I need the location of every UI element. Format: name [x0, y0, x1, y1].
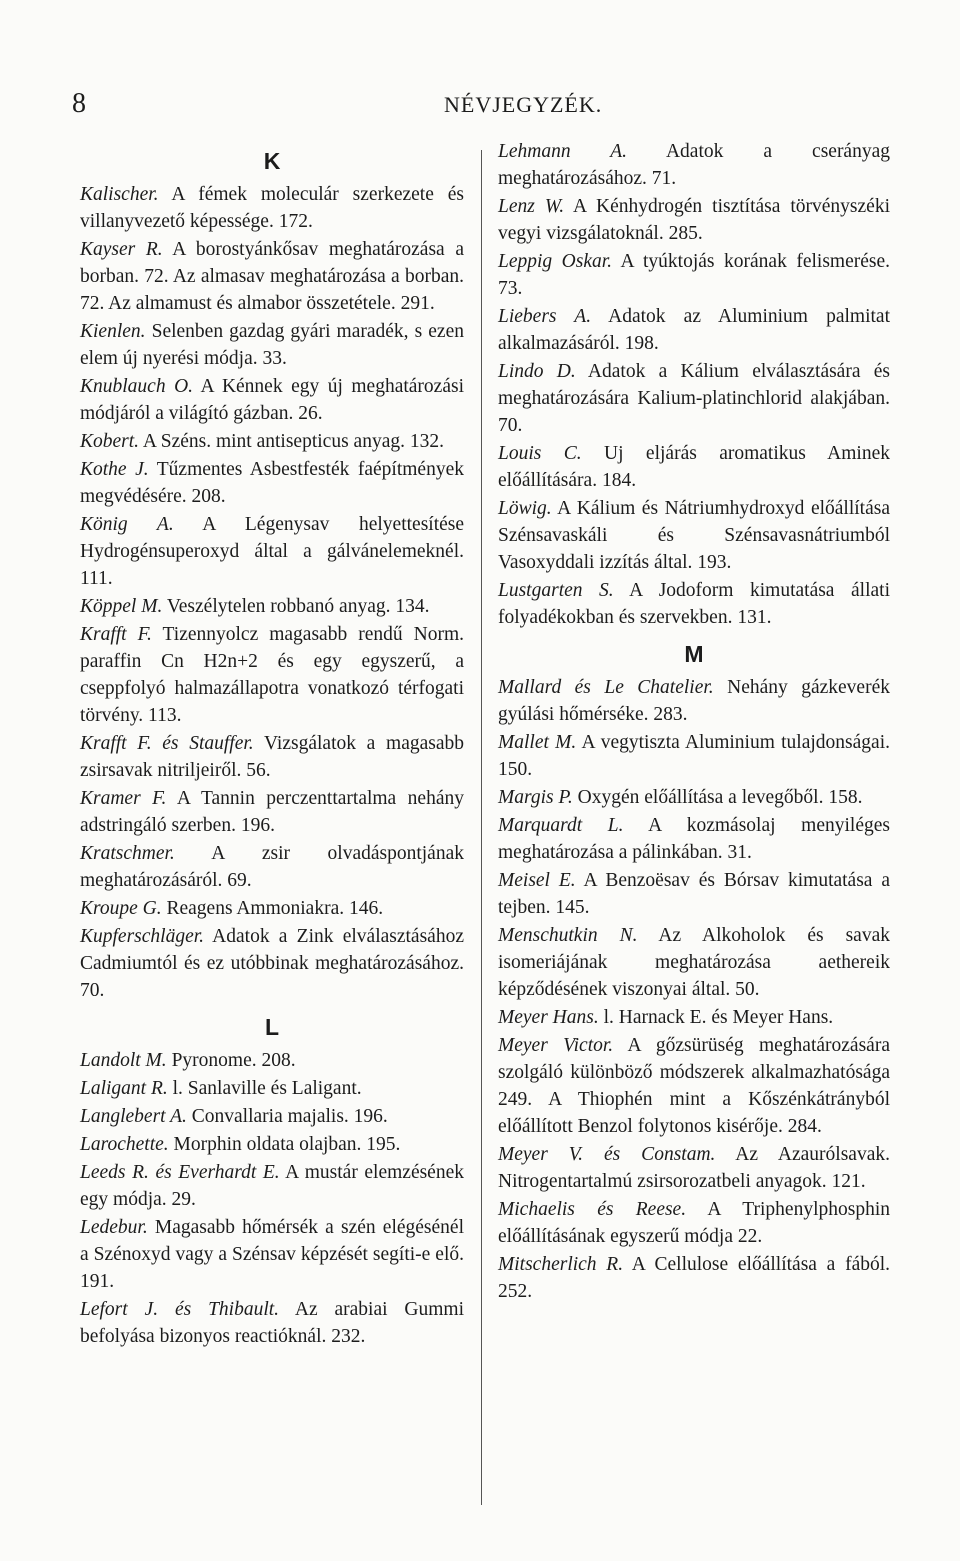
index-entry [498, 495, 890, 576]
index-entry [498, 729, 890, 783]
index-entry [498, 358, 890, 439]
index-entry [80, 236, 464, 317]
index-entry [80, 181, 464, 235]
left-column [80, 138, 464, 1351]
index-entry [80, 895, 464, 922]
index-entry [80, 785, 464, 839]
author-name: Kayser R. [80, 239, 163, 260]
index-entry [80, 1214, 464, 1295]
index-entry [498, 812, 890, 866]
author-name: Kratschmer. [80, 843, 175, 864]
author-name: Knublauch O. [80, 376, 194, 397]
index-entry [498, 193, 890, 247]
author-name: Kroupe G. [80, 898, 162, 919]
author-name: Ledebur. [80, 1217, 148, 1238]
entry-text: A tyúktojás korának felismerése. 73. [498, 251, 890, 299]
entry-text: l. Sanlaville és Laligant. [167, 1078, 362, 1099]
author-name: Meyer Hans. [498, 1007, 599, 1028]
index-entry [80, 1131, 464, 1158]
author-name: Liebers A. [498, 306, 592, 327]
page-header [72, 88, 868, 128]
entry-text: Reagens Ammoniakra. 146. [161, 898, 384, 919]
index-entry [498, 248, 890, 302]
index-entry [80, 318, 464, 372]
author-name: Kalischer. [80, 184, 159, 205]
author-name: Leppig Oskar. [498, 251, 613, 272]
index-entry [498, 1004, 890, 1031]
entry-text: Oxygén előállítása a levegőből. 158. [572, 787, 863, 808]
entry-text: Az arabiai Gummi befolyása bizonyos reactióknál. 232. [80, 1299, 464, 1347]
entry-text: Tizennyolcz magasabb rendű Norm. paraffin Cn H2n+2 és egy egyszerű, a cseppfolyó halmazállapotra vonatkozó térfogati törvény. 113. [80, 624, 464, 726]
index-entry [80, 840, 464, 894]
author-name: Kobert. [80, 431, 140, 452]
section-letter: L [264, 1014, 280, 1040]
entry-text: Nehány gázkeverék gyúlási hőmérséke. 283. [498, 677, 890, 725]
index-entry [498, 1196, 890, 1250]
author-name: Menschutkin N. [498, 925, 638, 946]
index-entry [80, 1296, 464, 1350]
entry-text: A borostyánkősav meghatározása a borban. 72. Az almasav meghatározása a borban. 72. Az almamust és almabor összetétele. 291. [80, 239, 464, 314]
entry-text: A Jodoform kimutatása állati folyadékokban és szervekben. 131. [498, 580, 890, 628]
entry-text: Convallaria majalis. 196. [186, 1106, 388, 1127]
author-name: Lefort J. és Thibault. [80, 1299, 280, 1320]
entry-text: Magasabb hőmérsék a szén elégésénél a Szénoxyd vagy a Szénsav képzését segíti-e elő. 191. [80, 1217, 464, 1292]
entry-text: A fémek moleculár szerkezete és villanyvezető képessége. 172. [80, 184, 464, 232]
entry-text: Tűzmentes Asbestfesték faépítmények megvédésére. 208. [80, 459, 464, 507]
index-entry [498, 784, 890, 811]
right-column [498, 138, 890, 1306]
author-name: König A. [80, 514, 174, 535]
author-name: Mallet M. [498, 732, 577, 753]
index-entry [80, 1159, 464, 1213]
author-name: Lustgarten S. [498, 580, 614, 601]
author-name: Löwig. [498, 498, 552, 519]
index-entry [80, 1103, 464, 1130]
author-name: Leeds R. és Everhardt E. [80, 1162, 280, 1183]
author-name: Meyer V. és Constam. [498, 1144, 716, 1165]
author-name: Meyer Victor. [498, 1035, 614, 1056]
entry-text: l. Harnack E. és Meyer Hans. [598, 1007, 834, 1028]
entry-text: A kozmásolaj menyiléges meghatározása a pálinkában. 31. [498, 815, 890, 863]
author-name: Köppel M. [80, 596, 163, 617]
page-number: 8 [72, 88, 86, 119]
section-letter: K [263, 148, 281, 174]
entry-text: Adatok a Kálium elválasztására és meghatározására Kalium-platinchlorid alakjában. 70. [498, 361, 890, 436]
index-entry [498, 922, 890, 1003]
index-entry [498, 1251, 890, 1305]
author-name: Lenz W. [498, 196, 565, 217]
running-head: NÉVJEGYZÉK. [444, 92, 603, 117]
entry-text: A gőzsürüség meghatározására szolgáló különböző módszerek alkalmazhatósága 249. A Thiophén mint a Kőszénkátrányból előállított Benzol folytonos kisérője. 284. [498, 1035, 890, 1137]
index-entry [498, 440, 890, 494]
entry-text: Adatok a Zink elválasztásához Cadmiumtól és ez utóbbinak meghatározásához. 70. [80, 926, 464, 1001]
entry-text: Az Alkoholok és savak isomeriájának meghatározása aethereik képződésének viszonyai által. 50. [498, 925, 890, 1000]
index-entry [498, 1141, 890, 1195]
index-entry [80, 730, 464, 784]
entry-text: A Tannin perczenttartalma nehány adstringáló szerben. 196. [80, 788, 464, 836]
index-entry [498, 1032, 890, 1140]
entry-text: Adatok a cserányag meghatározásához. 71. [498, 141, 890, 189]
author-name: Kothe J. [80, 459, 149, 480]
index-entry [498, 867, 890, 921]
entry-text: Morphin oldata olajban. 195. [168, 1134, 401, 1155]
entry-text: A Kénnek egy új meghatározási módjáról a világító gázban. 26. [80, 376, 464, 424]
author-name: Louis C. [498, 443, 582, 464]
author-name: Laligant R. [80, 1078, 168, 1099]
column-divider [481, 150, 482, 1505]
author-name: Michaelis és Reese. [498, 1199, 687, 1220]
index-entry [498, 303, 890, 357]
author-name: Landolt M. [80, 1050, 167, 1071]
index-entry [80, 511, 464, 592]
entry-text: A Cellulose előállítása a fából. 252. [498, 1254, 891, 1302]
entry-text: A Kálium és Nátriumhydroxyd előállítása Szénsavaskáli és Szénsavasnátriumból Vasoxyddali izzítás által. 193. [498, 498, 890, 573]
index-entry [80, 373, 464, 427]
index-entry [80, 621, 464, 729]
author-name: Kupferschläger. [80, 926, 205, 947]
author-name: Lehmann A. [498, 141, 628, 162]
index-entry [80, 428, 464, 455]
entry-text: Vizsgálatok a magasabb zsirsavak nitriljeiről. 56. [80, 733, 464, 781]
index-entry [80, 593, 464, 620]
author-name: Meisel E. [498, 870, 576, 891]
index-entry [80, 456, 464, 510]
author-name: Margis P. [498, 787, 573, 808]
index-entry [498, 577, 890, 631]
entry-text: A Széns. mint antisepticus anyag. 132. [139, 431, 444, 452]
author-name: Mallard és Le Chatelier. [498, 677, 714, 698]
section-letter: M [684, 641, 704, 667]
author-name: Mitscherlich R. [498, 1254, 624, 1275]
author-name: Kramer F. [80, 788, 167, 809]
entry-text: Veszélytelen robbanó anyag. 134. [162, 596, 430, 617]
index-entry [80, 923, 464, 1004]
entry-text: Adatok az Aluminium palmitat alkalmazásáról. 198. [498, 306, 890, 354]
entry-text: Uj eljárás aromatikus Aminek előállítására. 184. [498, 443, 891, 491]
index-entry [80, 1075, 464, 1102]
author-name: Larochette. [80, 1134, 169, 1155]
entry-text: A Triphenylphosphin előállításának egyszerű módja 22. [498, 1199, 890, 1247]
entry-text: A zsir olvadáspontjának meghatározásáról. 69. [80, 843, 464, 891]
entry-text: A Légenysav helyettesítése Hydrogénsuperoxyd által a gálvánelemeknél. 111. [80, 514, 465, 589]
entry-text: A vegytiszta Aluminium tulajdonságai. 150. [498, 732, 890, 780]
entry-text: A Kénhydrogén tisztítása törvényszéki vegyi vizsgálatoknál. 285. [498, 196, 890, 244]
index-entry [498, 674, 890, 728]
author-name: Kienlen. [80, 321, 146, 342]
entry-text: A Benzoësav és Bórsav kimutatása a tejben. 145. [498, 870, 890, 918]
index-entry [498, 138, 890, 192]
author-name: Langlebert A. [80, 1106, 187, 1127]
author-name: Krafft F. [80, 624, 152, 645]
entry-text: Az Azaurólsavak. Nitrogentartalmú zsirsorozatbeli anyagok. 121. [498, 1144, 890, 1192]
author-name: Marquardt L. [498, 815, 624, 836]
entry-text: Pyronome. 208. [166, 1050, 296, 1071]
entry-text: Selenben gazdag gyári maradék, s ezen elem új nyerési módja. 33. [80, 321, 464, 369]
author-name: Lindo D. [498, 361, 576, 382]
index-entry [80, 1047, 464, 1074]
entry-text: A mustár elemzésének egy módja. 29. [80, 1162, 464, 1210]
author-name: Krafft F. és Stauffer. [80, 733, 254, 754]
